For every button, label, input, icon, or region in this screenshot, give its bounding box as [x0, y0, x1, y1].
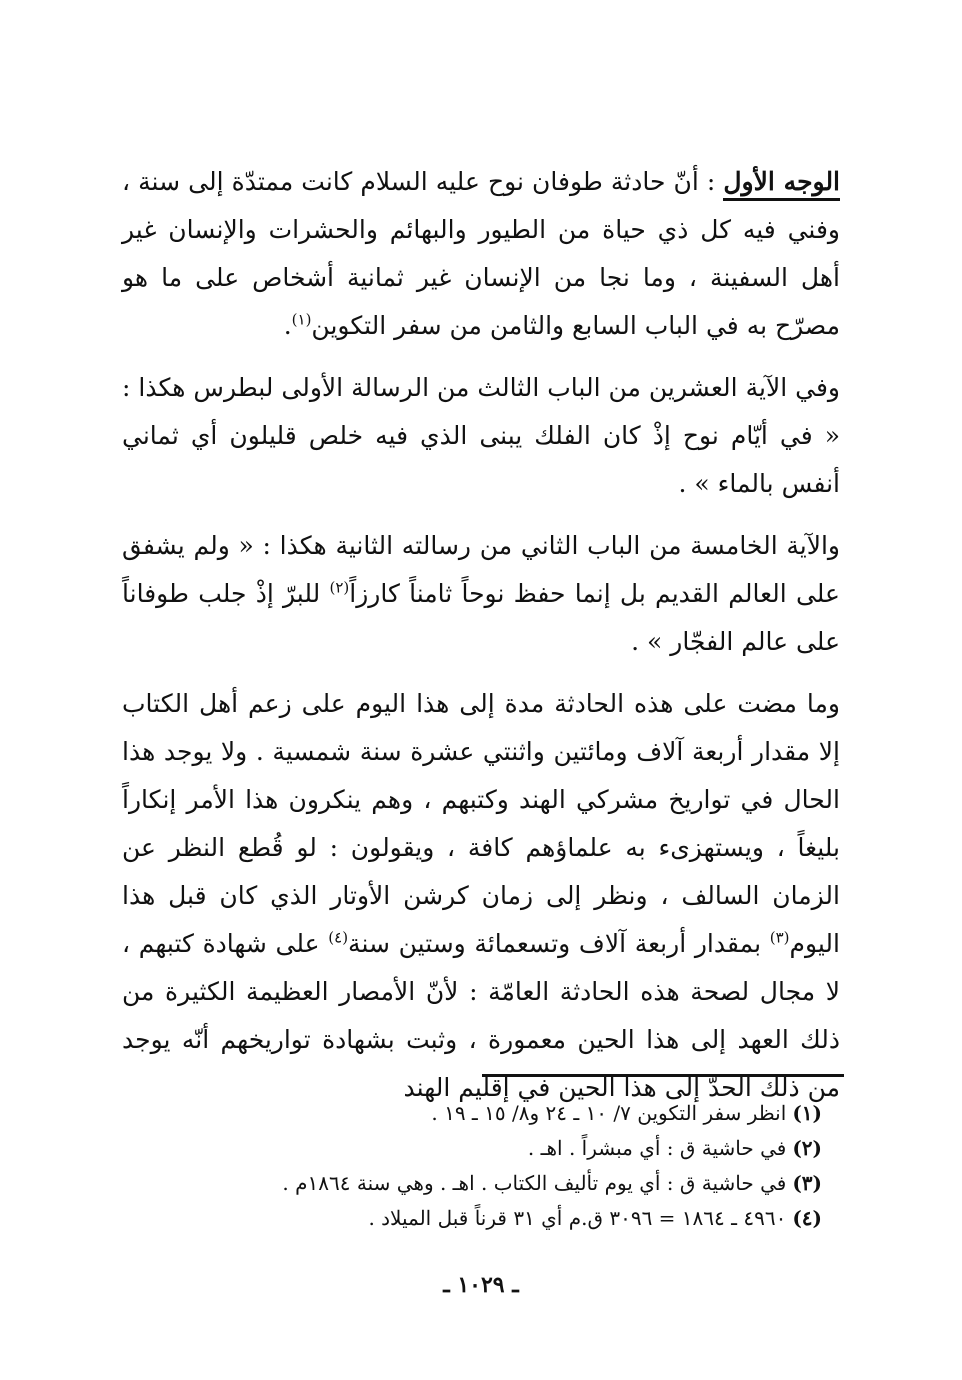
page-number: ـ ١٠٢٩ ـ [443, 1272, 519, 1298]
footnotes [122, 1096, 822, 1236]
footnote-number: (٣) [792, 1171, 822, 1195]
paragraph-text: على شهادة كتبهم ، لا مجال لصحة هذه الحادثة العامّة : لأنّ الأمصار العظيمة الكثيرة من ذلك العهد إلى هذا الحين معمورة ، وثبت بشهادة تواريخهم أنّه يوجد من ذلك الحدّ إلى هذا الحين في إقليم الهند [122, 929, 840, 1102]
paragraph-text: : أنّ حادثة طوفان نوح عليه السلام كانت ممتدّة إلى سنة ، وفني فيه كل ذي حياة من الطيور والبهائم والحشرات والإنسان غير أهل السفينة ، وما نجا من الإنسان غير ثمانية أشخاص على ما هو مصرّح به في الباب السابع والثامن من سفر التكوين [122, 167, 840, 340]
footnote-text: في حاشية ق : أي يوم تأليف الكتاب . اهـ . وهي سنة ١٨٦٤م . [282, 1171, 787, 1195]
footnote-ref-4[interactable]: (٤) [328, 928, 349, 947]
footnote-text: في حاشية ق : أي مبشراً . اهـ . [527, 1136, 787, 1160]
footnote-item [122, 1166, 822, 1201]
footnote-item [122, 1131, 822, 1166]
paragraph-text: للبرّ إذْ جلب طوفاناً على عالم الفجّار » . [122, 579, 840, 656]
paragraph-first-aspect [122, 158, 840, 350]
footnote-item [122, 1096, 822, 1131]
paragraph-hindu-records [122, 680, 840, 1112]
footnote-number: (١) [792, 1101, 822, 1125]
footnote-number: (٢) [792, 1136, 822, 1160]
footnote-text: ٤٩٦٠ ـ ١٨٦٤ = ٣٠٩٦ ق.م أي ٣١ قرناً قبل الميلاد . [368, 1206, 787, 1230]
section-label: الوجه الأول [723, 167, 840, 201]
main-text [122, 158, 840, 1112]
footnote-number: (٤) [792, 1206, 822, 1230]
paragraph-text: بمقدار أربعة آلاف وتسعمائة وستين سنة [348, 929, 770, 958]
paragraph-peter-second [122, 522, 840, 666]
footnote-item [122, 1201, 822, 1236]
paragraph-text: وما مضت على هذه الحادثة مدة إلى هذا اليوم على زعم أهل الكتاب إلا مقدار أربعة آلاف ومائتين واثنتي عشرة سنة شمسية . ولا يوجد هذا الحال في تواريخ مشركي الهند وكتبهم ، وهم ينكرون هذا الأمر إنكاراً بليغاً ، ويستهزىء به علماؤهم كافة ، ويقولون : لو قُطع النظر عن الزمان السالف ، ونظر إلى زمان كرشن الأوتار الذي كان قبل هذا اليوم [122, 689, 840, 958]
paragraph-peter-first: وفي الآية العشرين من الباب الثالث من الرسالة الأولى لبطرس هكذا : « في أيّام نوح إذْ كان الفلك يبنى الذي فيه خلص قليلون أي ثماني أنفس بالماء » . [122, 373, 840, 498]
footnote-divider [482, 1074, 844, 1077]
footnote-ref-2[interactable]: (٢) [329, 578, 350, 597]
sentence-end: . [283, 311, 292, 340]
paragraph-text: والآية الخامسة من الباب الثاني من رسالته الثانية هكذا : « ولم يشفق على العالم القديم بل إنما حفظ نوحاً ثامناً كارزاً [122, 531, 840, 608]
footnote-ref-1[interactable]: (١) [291, 310, 312, 329]
footnote-text: انظر سفر التكوين ٧/ ١٠ ـ ٢٤ و٨/ ١٥ ـ ١٩ . [431, 1101, 787, 1125]
footnote-ref-3[interactable]: (٣) [769, 928, 790, 947]
